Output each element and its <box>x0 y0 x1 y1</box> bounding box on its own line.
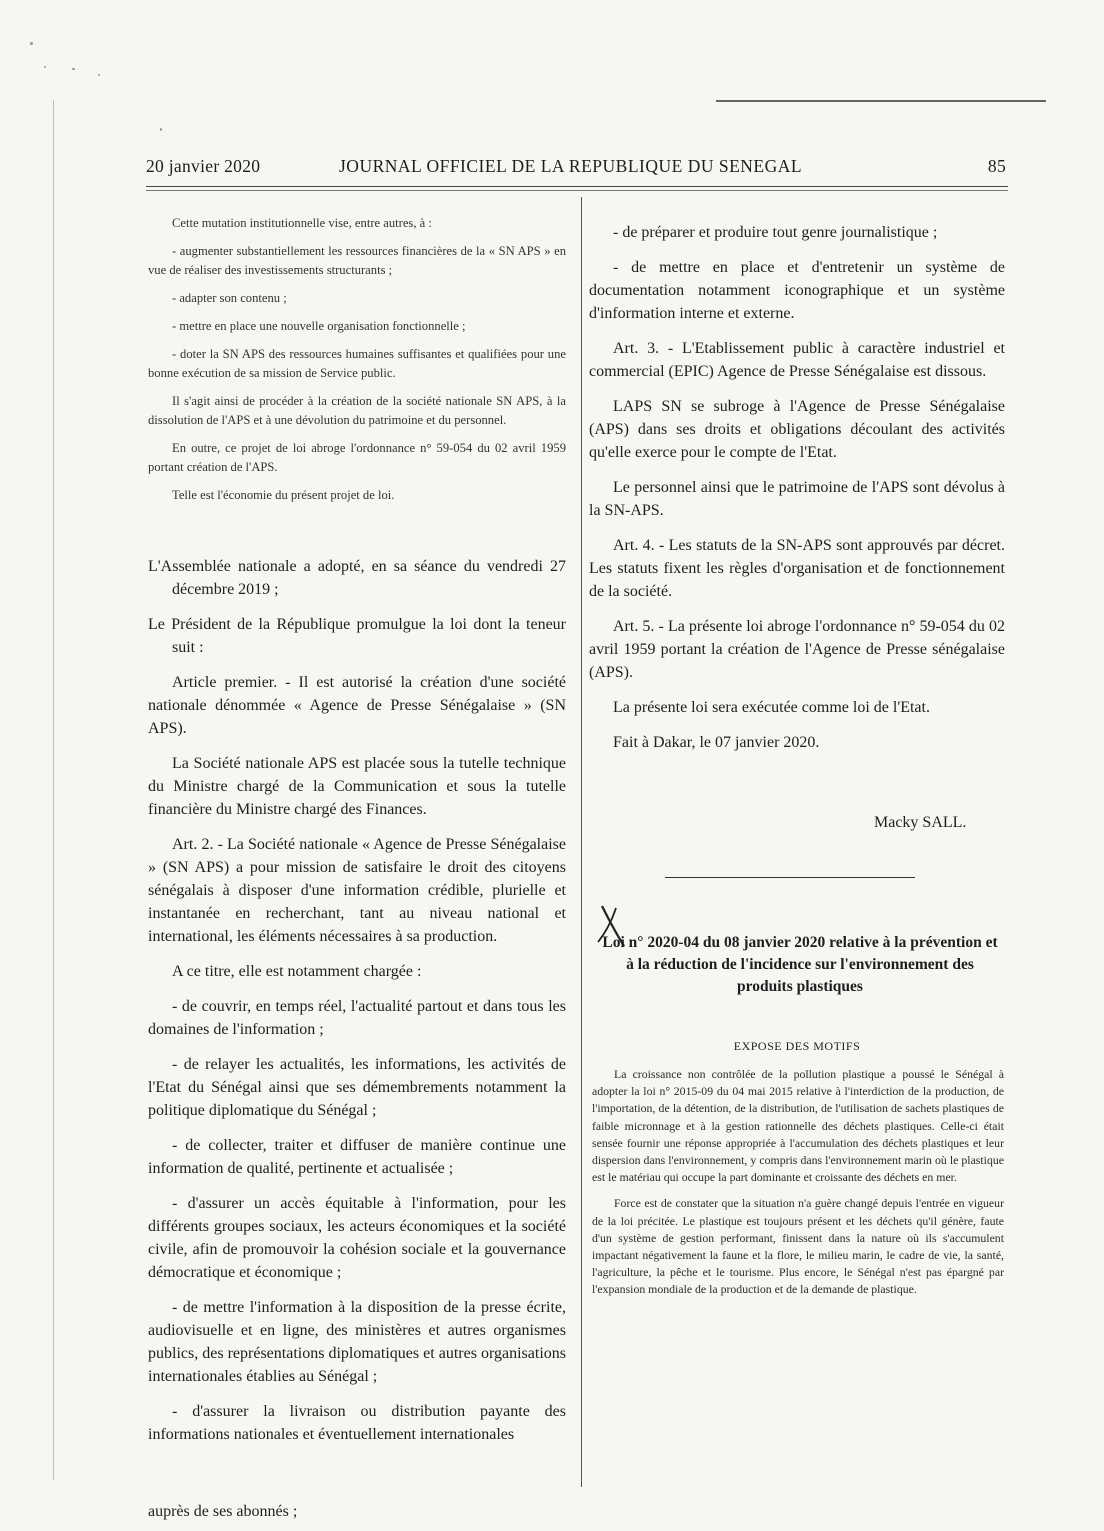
paragraph: Cette mutation institutionnelle vise, entre autres, à : <box>172 216 432 230</box>
list-item: - de relayer les actualités, les informations, les activités de l'Etat du Sénégal ainsi que ses démembrements notamment la politique diplomatique du Sénégal ; <box>148 1056 566 1119</box>
left-column-law <box>148 555 566 1446</box>
left-column-motives <box>148 214 566 514</box>
list-item: - d'assurer la livraison ou distribution payante des informations nationales et éventuellement internationales <box>148 1403 566 1443</box>
article: Art. 5. - La présente loi abroge l'ordonnance n° 59-054 du 02 avril 1959 portant la création de l'Agence de Presse sénégalaise (APS). <box>589 618 1005 681</box>
article: A ce titre, elle est notamment chargée : <box>172 963 422 980</box>
scan-speck <box>30 42 33 45</box>
page-number: 85 <box>987 156 1006 176</box>
paragraph: - mettre en place une nouvelle organisation fonctionnelle ; <box>172 319 466 333</box>
preamble: L'Assemblée nationale a adopté, en sa séance du vendredi 27 décembre 2019 ; <box>148 558 566 598</box>
header-date: 20 janvier 2020 <box>146 156 261 176</box>
scan-speck <box>98 74 100 76</box>
paragraph: Telle est l'économie du présent projet de loi. <box>172 488 395 502</box>
list-item: - de collecter, traiter et diffuser de manière continue une information de qualité, pertinente et actualisée ; <box>148 1137 566 1177</box>
law-title: Loi n° 2020-04 du 08 janvier 2020 relative à la prévention et à la réduction de l'incidence sur l'environnement des produits plastiques <box>602 934 998 995</box>
article: Art. 4. - Les statuts de la SN-APS sont approuvés par décret. Les statuts fixent les règles d'organisation et de fonctionnement de la société. <box>589 537 1005 600</box>
signature: Macky SALL. <box>874 814 967 831</box>
place-date-line: Fait à Dakar, le 07 janvier 2020. <box>613 734 820 751</box>
scan-edge-line <box>53 100 54 1480</box>
list-item: - d'assurer un accès équitable à l'information, pour les différents groupes sociaux, les acteurs économiques et la société civile, afin de promouvoir la cohésion sociale et la gouvernance démocratique et économique ; <box>148 1195 566 1281</box>
section-heading: EXPOSE DES MOTIFS <box>733 1039 861 1053</box>
paragraph: - augmenter substantiellement les ressources financières de la « SN APS » en vue de réaliser des investissements structurants ; <box>148 244 566 277</box>
expose-text <box>592 1066 1004 1308</box>
paragraph: Il s'agit ainsi de procéder à la création de la société nationale SN APS, à la dissolution de l'APS et à une dévolution du patrimoine et du personnel. <box>148 394 566 427</box>
paragraph: - doter la SN APS des ressources humaines suffisantes et qualifiées pour une bonne exécution de sa mission de Service public. <box>148 347 566 380</box>
scan-speck <box>160 128 162 131</box>
separator-rule <box>665 877 915 878</box>
list-item: - de préparer et produire tout genre journalistique ; <box>613 224 938 241</box>
list-item: - de mettre l'information à la disposition de la presse écrite, audiovisuelle et en ligne, des ministères et autres organismes publics, des représentations diplomatiques et autres organisations internationales établies au Sénégal ; <box>148 1299 566 1385</box>
scan-top-stroke <box>716 100 1046 102</box>
article: LAPS SN se subroge à l'Agence de Presse Sénégalaise (APS) dans ses droits et obligations découlant des activités qu'elle exerce pour le compte de l'Etat. <box>589 398 1005 461</box>
running-header <box>146 156 1006 186</box>
article: Le personnel ainsi que le patrimoine de l'APS sont dévolus à la SN-APS. <box>589 479 1005 519</box>
scan-speck <box>72 68 75 70</box>
article: Art. 2. - La Société nationale « Agence de Presse Sénégalaise » (SN APS) a pour mission de satisfaire le droit des citoyens sénégalais à disposer d'une information crédible, plurielle et instantanée en recherchant, tant au niveau national et international, les éléments nécessaires à sa production. <box>148 836 566 945</box>
header-rule <box>146 186 1008 187</box>
article: Article premier. - Il est autorisé la création d'une société nationale dénommée « Agence de Presse Sénégalaise » (SN APS). <box>148 674 566 737</box>
scan-speck <box>44 66 46 68</box>
closing-line: La présente loi sera exécutée comme loi de l'Etat. <box>613 699 930 716</box>
paragraph: En outre, ce projet de loi abroge l'ordonnance n° 59-054 du 02 avril 1959 portant création de l'APS. <box>148 441 566 474</box>
article: Art. 3. - L'Etablissement public à caractère industriel et commercial (EPIC) Agence de Presse Sénégalaise est dissous. <box>589 340 1005 380</box>
list-item: - de couvrir, en temps réel, l'actualité partout et dans tous les domaines de l'information ; <box>148 998 566 1038</box>
header-rule <box>146 190 1008 191</box>
paragraph: - adapter son contenu ; <box>172 291 287 305</box>
column-divider <box>581 197 582 1487</box>
paragraph: Force est de constater que la situation n'a guère changé depuis l'entrée en vigueur de la loi précitée. Le plastique est toujours présent et les déchets qu'il génère, faute d'un système de gestion performant, finissent dans la nature où ils s'accumulent impactant négativement la faune et la flore, le milieu marin, le cadre de vie, la santé, l'agriculture, la pêche et le tourisme. Plus encore, le Sénégal n'est pas épargné par l'expansion mondiale de la production et de la demande de plastique. <box>592 1196 1004 1297</box>
right-column-law <box>589 221 1005 766</box>
list-item: - de mettre en place et d'entretenir un système de documentation notamment iconographique et un système d'information interne et externe. <box>589 259 1005 322</box>
article: La Société nationale APS est placée sous la tutelle technique du Ministre chargé de la Communication et sous la tutelle financière du Ministre chargé des Finances. <box>148 755 566 818</box>
cut-off-line: auprès de ses abonnés ; <box>148 1503 298 1520</box>
preamble: Le Président de la République promulgue la loi dont la teneur suit : <box>148 616 566 656</box>
header-title: JOURNAL OFFICIEL DE LA REPUBLIQUE DU SENEGAL <box>339 156 803 176</box>
paragraph: La croissance non contrôlée de la pollution plastique a poussé le Sénégal à adopter la loi n° 2015-09 du 04 mai 2015 relative à l'interdiction de la production, de l'importation, de la détention, de la distribution, de l'utilisation de sachets plastiques de faible micronnage et à la gestion rationnelle des déchets plastiques. Celle-ci était sensée fournir une réponse appropriée à l'accumulation des déchets plastiques et leur dispersion dans l'environnement, y compris dans l'environnement marin où le plastique est le matériau qui occupe la part dominante et croissante des déchets en mer. <box>592 1067 1004 1185</box>
